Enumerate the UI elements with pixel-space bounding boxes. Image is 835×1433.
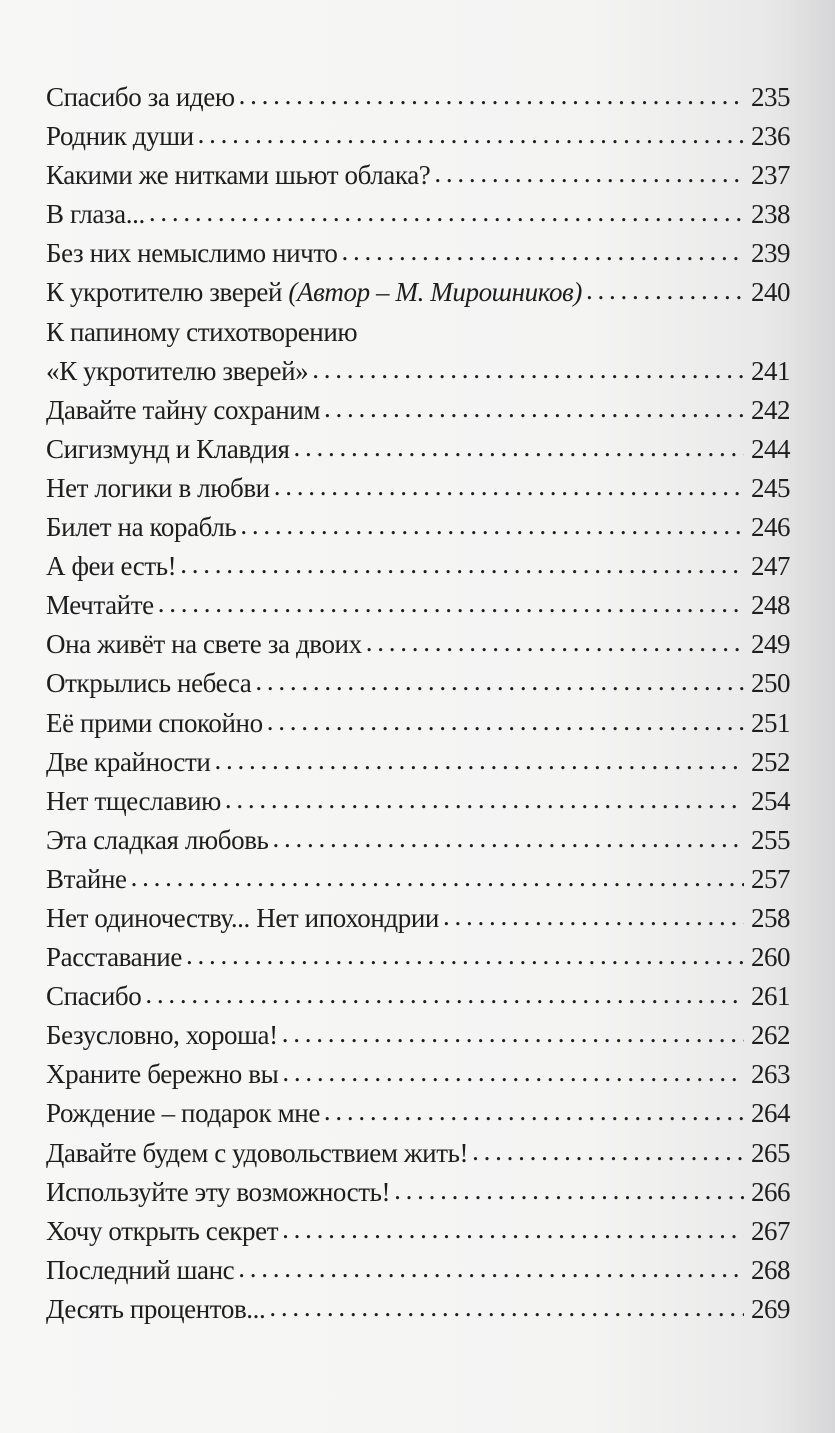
toc-entry-title: [46, 704, 263, 743]
toc-entry-author: (Автор – М. Мирошников): [288, 277, 582, 308]
toc-entry-page-number: 252: [751, 746, 790, 777]
toc-entry-page-number: 258: [751, 902, 790, 933]
toc-entry-title: [46, 547, 176, 586]
toc-entry-title-text: Мечтайте: [46, 590, 154, 621]
toc-entry-title: [46, 1251, 234, 1290]
table-of-contents: [46, 78, 790, 1329]
toc-entry-title: [46, 508, 236, 547]
toc-entry-title-text: Билет на корабль: [46, 512, 237, 543]
dot-leader: [274, 467, 744, 506]
toc-entry-title-text: Без них немыслимо ничто: [46, 238, 338, 269]
toc-entry-title-text: Десять процентов...: [46, 1293, 266, 1324]
toc-entry: [46, 234, 790, 273]
toc-entry-page-number: 257: [751, 863, 790, 894]
toc-entry-page-number: 245: [751, 472, 790, 503]
toc-entry-title-text: Нет одиночеству... Нет ипохондрии: [46, 902, 439, 933]
toc-entry-title-text: К папиному стихотворению: [46, 316, 358, 347]
dot-leader: [240, 506, 744, 545]
toc-entry: [46, 391, 790, 430]
toc-entry-page-number: 265: [751, 1137, 790, 1168]
dot-leader: [180, 545, 744, 584]
toc-entry-title: [46, 782, 221, 821]
toc-entry-page-number: 248: [751, 590, 790, 621]
toc-entry-title-text: Нет логики в любви: [46, 472, 270, 503]
toc-entry-title-text: А феи есть!: [46, 551, 177, 582]
dot-leader: [443, 897, 744, 936]
toc-entry-page-number: 254: [751, 785, 790, 816]
toc-entry-page-number: 251: [751, 707, 790, 738]
toc-entry-title: [46, 78, 235, 117]
dot-leader: [186, 936, 744, 975]
toc-entry-title-text: Она живёт на свете за двоих: [46, 629, 362, 660]
toc-entry: [46, 508, 790, 547]
toc-entry: [46, 625, 790, 664]
dot-leader: [324, 1092, 744, 1131]
toc-entry: [46, 977, 790, 1016]
toc-entry-title: [46, 1016, 278, 1055]
toc-entry: [46, 860, 790, 899]
toc-entry-title: [46, 195, 145, 234]
dot-leader: [255, 662, 744, 701]
dot-leader: [294, 428, 744, 467]
toc-entry-title: [46, 313, 357, 352]
toc-entry-page-number: 241: [751, 355, 790, 386]
dot-leader: [238, 1249, 744, 1288]
toc-entry-title-text: Нет тщеславию: [46, 785, 221, 816]
dot-leader: [131, 858, 744, 897]
toc-entry-page-number: 236: [751, 121, 790, 152]
toc-entry-title: [46, 352, 308, 391]
dot-leader: [342, 232, 744, 271]
toc-entry-title-text: Сигизмунд и Клавдия: [46, 433, 290, 464]
dot-leader: [269, 1288, 744, 1327]
dot-leader: [586, 271, 744, 310]
toc-entry-page-number: 250: [751, 668, 790, 699]
toc-entry-title: [46, 1094, 320, 1133]
toc-entry-title: [46, 625, 362, 664]
toc-entry-title: [46, 469, 270, 508]
dot-leader: [267, 702, 744, 741]
toc-entry-title-text: Втайне: [46, 863, 127, 894]
toc-entry: [46, 1212, 790, 1251]
toc-entry-page-number: 264: [751, 1098, 790, 1129]
toc-entry: [46, 1290, 790, 1329]
toc-entry-title: [46, 664, 251, 703]
toc-entry-title: [46, 273, 582, 312]
dot-leader: [472, 1132, 744, 1171]
toc-entry-title-text: Давайте будем с удовольствием жить!: [46, 1137, 469, 1168]
toc-entry-title-text: Храните бережно вы: [46, 1059, 279, 1090]
dot-leader: [312, 350, 744, 389]
toc-entry-page-number: 244: [751, 433, 790, 464]
toc-entry-title-text: Родник души: [46, 121, 194, 152]
toc-entry-title-text: Последний шанс: [46, 1254, 235, 1285]
toc-entry-title: [46, 1290, 265, 1329]
dot-leader: [324, 389, 744, 428]
dot-leader: [282, 1210, 744, 1249]
toc-entry-page-number: 267: [751, 1215, 790, 1246]
toc-entry-title-text: Эта сладкая любовь: [46, 824, 269, 855]
toc-entry-page-number: 266: [751, 1176, 790, 1207]
dot-leader: [272, 819, 744, 858]
toc-entry: [46, 1094, 790, 1133]
toc-entry: [46, 78, 790, 117]
toc-entry-page-number: 255: [751, 824, 790, 855]
toc-entry: [46, 743, 790, 782]
toc-entry-title: [46, 860, 127, 899]
toc-entry: [46, 1016, 790, 1055]
toc-entry-title-text: Расставание: [46, 942, 182, 973]
dot-leader: [149, 193, 744, 232]
toc-entry-page-number: 269: [751, 1293, 790, 1324]
dot-leader: [239, 76, 744, 115]
toc-entry-title: [46, 1055, 278, 1094]
toc-entry-title-text: Рождение – подарок мне: [46, 1098, 320, 1129]
toc-entry-title-text: Две крайности: [46, 746, 211, 777]
toc-entry-page-number: 247: [751, 551, 790, 582]
toc-entry: [46, 547, 790, 586]
toc-entry-page-number: 263: [751, 1059, 790, 1090]
toc-entry-page-number: 260: [751, 942, 790, 973]
toc-entry-title: [46, 1173, 390, 1212]
toc-entry: [46, 664, 790, 703]
toc-entry-title-text: Спасибо: [46, 981, 142, 1012]
dot-leader: [282, 1053, 744, 1092]
toc-entry-title-text: Хочу открыть секрет: [46, 1215, 279, 1246]
toc-entry-title-text: Спасибо за идею: [46, 82, 235, 112]
toc-entry: [46, 938, 790, 977]
toc-entry-page-number: 237: [751, 160, 790, 191]
toc-entry-title: [46, 1212, 278, 1251]
toc-entry-title-text: В глаза...: [46, 199, 145, 230]
toc-entry-page-number: 246: [751, 512, 790, 543]
toc-entry: [46, 1251, 790, 1290]
toc-entry-title-text: Давайте тайну сохраним: [46, 394, 321, 425]
toc-entry-title: [46, 899, 439, 938]
toc-entry: [46, 586, 790, 625]
toc-entry: [46, 782, 790, 821]
toc-entry-title: [46, 117, 194, 156]
toc-entry: [46, 1055, 790, 1094]
toc-entry-title-text: К укротителю зверей: [46, 277, 283, 308]
toc-entry-page-number: 240: [751, 277, 790, 308]
toc-entry-title: [46, 586, 154, 625]
toc-entry-title: [46, 156, 430, 195]
toc-entry-page-number: 262: [751, 1020, 790, 1051]
toc-entry: [46, 352, 790, 391]
toc-entry: [46, 821, 790, 860]
toc-entry: [46, 195, 790, 234]
toc-entry-page-number: 235: [751, 82, 790, 112]
toc-entry-page-number: 238: [751, 199, 790, 230]
toc-entry: [46, 1173, 790, 1212]
dot-leader: [394, 1171, 744, 1210]
toc-entry-title-text: Безусловно, хороша!: [46, 1020, 278, 1051]
dot-leader: [158, 584, 744, 623]
toc-entry-page-number: 268: [751, 1254, 790, 1285]
toc-entry-title: [46, 743, 210, 782]
toc-entry: [46, 1134, 790, 1173]
toc-entry-title: [46, 977, 141, 1016]
toc-entry-title-text: Открылись небеса: [46, 668, 252, 699]
toc-entry: [46, 704, 790, 743]
toc-entry-title-text: Её прими спокойно: [46, 707, 263, 738]
toc-entry-title: [46, 430, 290, 469]
toc-entry-title-text: «К укротителю зверей»: [46, 355, 309, 386]
dot-leader: [282, 1014, 744, 1053]
toc-entry-title-text: Какими же нитками шьют облака?: [46, 160, 431, 191]
toc-entry-title: [46, 1134, 468, 1173]
toc-entry: [46, 156, 790, 195]
dot-leader: [434, 154, 744, 193]
dot-leader: [198, 115, 744, 154]
toc-entry: [46, 430, 790, 469]
toc-entry-title: [46, 938, 182, 977]
toc-entry: [46, 117, 790, 156]
toc-entry-title: [46, 234, 338, 273]
toc-entry-title: [46, 821, 268, 860]
dot-leader: [145, 975, 744, 1014]
toc-entry: [46, 273, 790, 312]
toc-entry-page-number: 261: [751, 981, 790, 1012]
dot-leader: [225, 780, 744, 819]
toc-entry-page-number: 249: [751, 629, 790, 660]
toc-entry-page-number: 239: [751, 238, 790, 269]
toc-entry: [46, 899, 790, 938]
toc-entry-title-text: Используйте эту возможность!: [46, 1176, 391, 1207]
toc-entry-page-number: 242: [751, 394, 790, 425]
toc-entry: [46, 313, 790, 352]
toc-entry-title: [46, 391, 320, 430]
dot-leader: [214, 741, 744, 780]
toc-entry: [46, 469, 790, 508]
dot-leader: [366, 623, 744, 662]
